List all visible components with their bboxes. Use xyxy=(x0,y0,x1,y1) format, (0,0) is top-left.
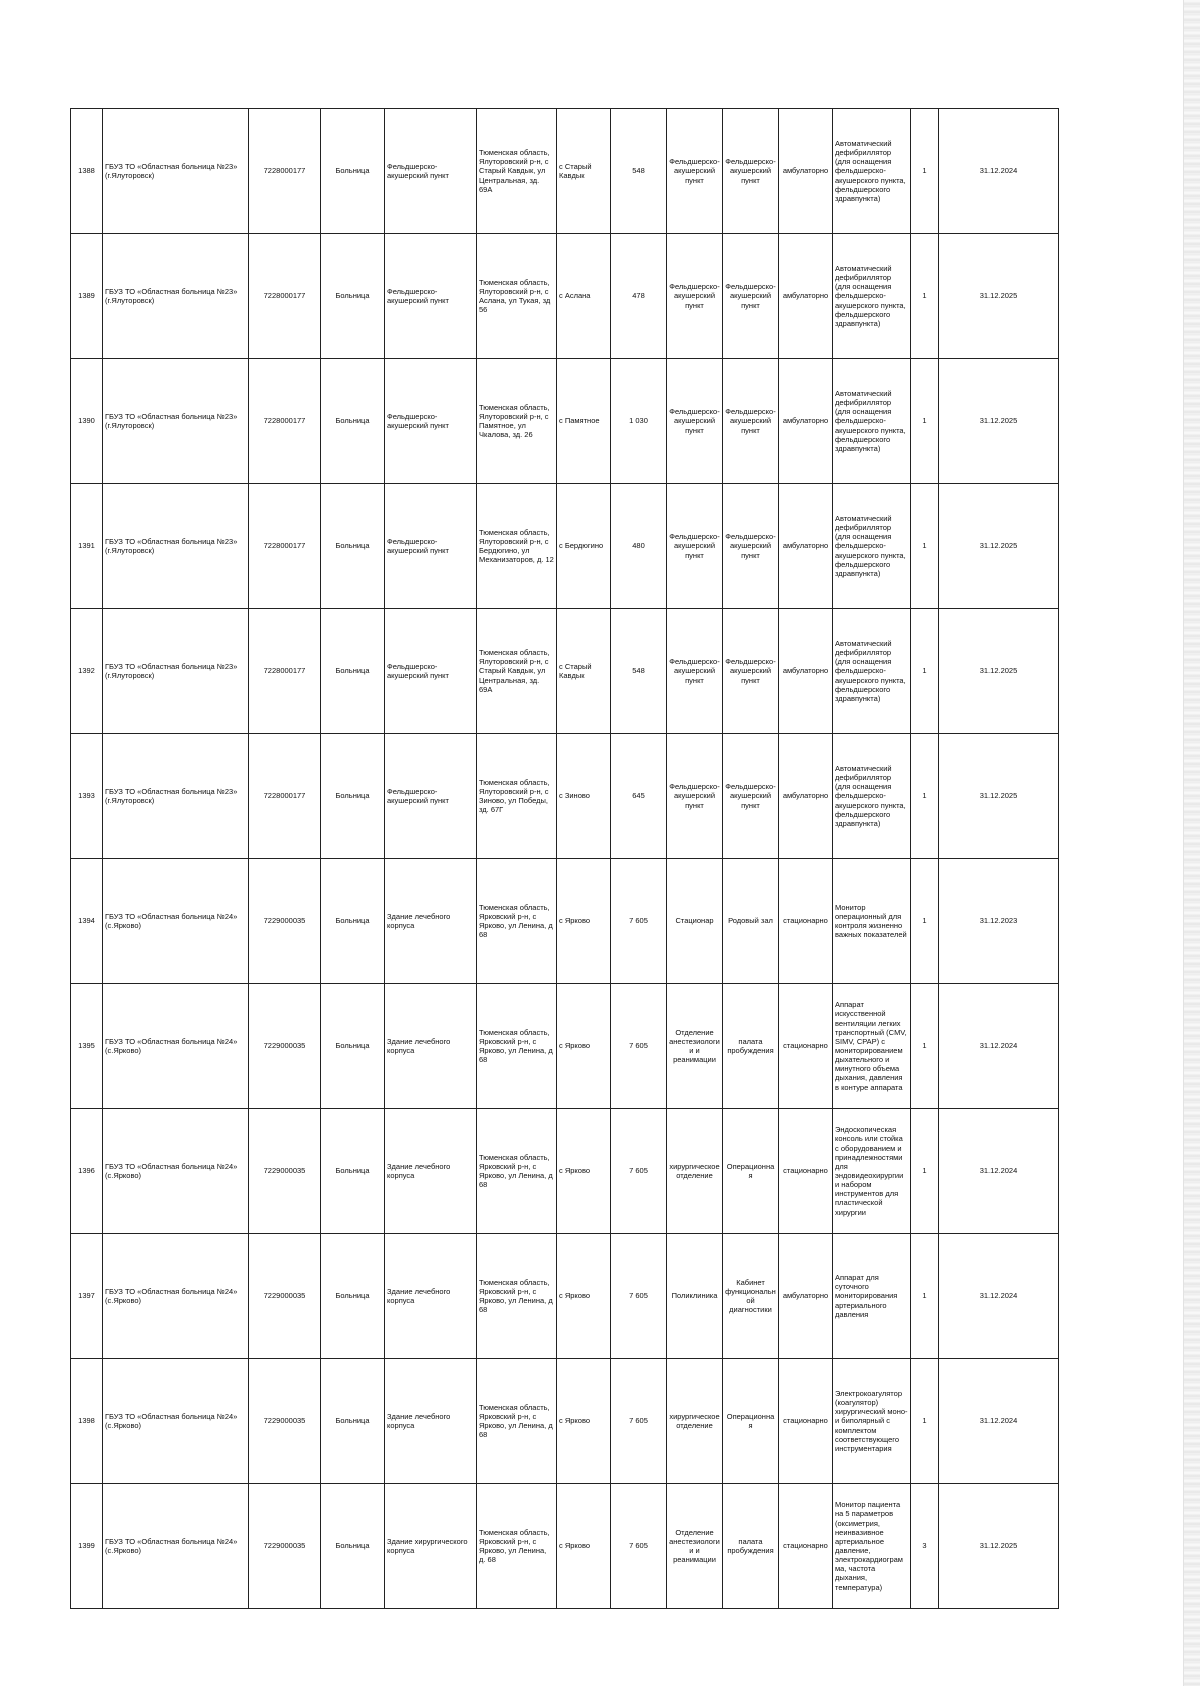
address: Тюменская область, Ялуторовский р-н, с Зиново, ул Победы, зд. 67Г xyxy=(477,734,557,859)
equipment-name: Эндоскопическая консоль или стойка с оборудованием и принадлежностями для эндовидеохирургии и набором инструментов для пластической хирургии xyxy=(833,1109,911,1234)
facility-type: Больница xyxy=(321,1109,385,1234)
row-number: 1393 xyxy=(71,734,103,859)
due-date: 31.12.2025 xyxy=(939,234,1059,359)
inn-code: 7228000177 xyxy=(249,234,321,359)
organization-name: ГБУЗ ТО «Областная больница №24» (с.Ярково) xyxy=(103,1484,249,1609)
due-date: 31.12.2024 xyxy=(939,109,1059,234)
building-name: Фельдшерско-акушерский пункт xyxy=(385,109,477,234)
due-date: 31.12.2025 xyxy=(939,1484,1059,1609)
row-number: 1391 xyxy=(71,484,103,609)
building-name: Здание лечебного корпуса xyxy=(385,984,477,1109)
address: Тюменская область, Ярковский р-н, с Ярково, ул Ленина, д 68 xyxy=(477,1234,557,1359)
facility-type: Больница xyxy=(321,1359,385,1484)
row-number: 1395 xyxy=(71,984,103,1109)
settlement: с Старый Кавдык xyxy=(557,609,611,734)
care-mode: стационарно xyxy=(779,1109,833,1234)
organization-name: ГБУЗ ТО «Областная больница №23» (г.Ялуторовск) xyxy=(103,109,249,234)
settlement: с Памятное xyxy=(557,359,611,484)
row-number: 1390 xyxy=(71,359,103,484)
table-row xyxy=(71,359,1059,484)
address: Тюменская область, Ялуторовский р-н, с Старый Кавдык, ул Центральная, зд. 69А xyxy=(477,609,557,734)
equipment-name: Автоматический дефибриллятор (для оснащения фельдшерско-акушерского пункта, фельдшерского здравпункта) xyxy=(833,109,911,234)
organization-name: ГБУЗ ТО «Областная больница №24» (с.Ярково) xyxy=(103,1109,249,1234)
inn-code: 7229000035 xyxy=(249,859,321,984)
address: Тюменская область, Ялуторовский р-н, с Бердюгино, ул Механизаторов, д. 12 xyxy=(477,484,557,609)
address: Тюменская область, Ялуторовский р-н, с Аслана, ул Тукая, зд 56 xyxy=(477,234,557,359)
care-mode: амбулаторно xyxy=(779,609,833,734)
quantity: 1 xyxy=(911,859,939,984)
care-mode: стационарно xyxy=(779,859,833,984)
settlement: с Ярково xyxy=(557,1109,611,1234)
room: Фельдшерско-акушерский пункт xyxy=(723,484,779,609)
quantity: 1 xyxy=(911,484,939,609)
quantity: 1 xyxy=(911,609,939,734)
facility-type: Больница xyxy=(321,234,385,359)
population: 478 xyxy=(611,234,667,359)
table-row xyxy=(71,234,1059,359)
care-mode: стационарно xyxy=(779,1484,833,1609)
division: хирургическое отделение xyxy=(667,1359,723,1484)
building-name: Фельдшерско-акушерский пункт xyxy=(385,734,477,859)
division: Отделение анестезиологии и реанимации xyxy=(667,984,723,1109)
settlement: с Старый Кавдык xyxy=(557,109,611,234)
division: хирургическое отделение xyxy=(667,1109,723,1234)
quantity: 1 xyxy=(911,1359,939,1484)
room: Фельдшерско-акушерский пункт xyxy=(723,609,779,734)
inn-code: 7228000177 xyxy=(249,109,321,234)
room: Операционная xyxy=(723,1109,779,1234)
table-row xyxy=(71,1234,1059,1359)
due-date: 31.12.2025 xyxy=(939,609,1059,734)
scan-edge-strip xyxy=(1183,0,1200,1686)
due-date: 31.12.2024 xyxy=(939,1359,1059,1484)
equipment-name: Аппарат искусственной вентиляции легких транспортный (CMV, SIMV, CPAP) с мониторированием дыхательного и минутного объема дыхания, давления в контуре аппарата xyxy=(833,984,911,1109)
inn-code: 7228000177 xyxy=(249,359,321,484)
equipment-name: Монитор операционный для контроля жизненно важных показателей xyxy=(833,859,911,984)
equipment-name: Автоматический дефибриллятор (для оснащения фельдшерско-акушерского пункта, фельдшерского здравпункта) xyxy=(833,234,911,359)
equipment-name: Аппарат для суточного мониторирования артериального давления xyxy=(833,1234,911,1359)
population: 7 605 xyxy=(611,1359,667,1484)
facility-type: Больница xyxy=(321,859,385,984)
building-name: Фельдшерско-акушерский пункт xyxy=(385,484,477,609)
equipment-registry-table xyxy=(70,108,1059,1609)
quantity: 1 xyxy=(911,234,939,359)
settlement: с Зиново xyxy=(557,734,611,859)
division: Стационар xyxy=(667,859,723,984)
equipment-name: Автоматический дефибриллятор (для оснащения фельдшерско-акушерского пункта, фельдшерского здравпункта) xyxy=(833,734,911,859)
address: Тюменская область, Ярковский р-н, с Ярково, ул Ленина, д 68 xyxy=(477,1359,557,1484)
room: Фельдшерско-акушерский пункт xyxy=(723,234,779,359)
quantity: 3 xyxy=(911,1484,939,1609)
quantity: 1 xyxy=(911,984,939,1109)
facility-type: Больница xyxy=(321,109,385,234)
room: палата пробуждения xyxy=(723,984,779,1109)
population: 7 605 xyxy=(611,1484,667,1609)
room: Фельдшерско-акушерский пункт xyxy=(723,734,779,859)
table-row xyxy=(71,1484,1059,1609)
due-date: 31.12.2024 xyxy=(939,984,1059,1109)
care-mode: стационарно xyxy=(779,984,833,1109)
address: Тюменская область, Ялуторовский р-н, с Памятное, ул Чкалова, зд. 26 xyxy=(477,359,557,484)
document-sheet xyxy=(70,108,1058,1609)
due-date: 31.12.2023 xyxy=(939,859,1059,984)
settlement: с Ярково xyxy=(557,859,611,984)
building-name: Здание лечебного корпуса xyxy=(385,859,477,984)
quantity: 1 xyxy=(911,1234,939,1359)
facility-type: Больница xyxy=(321,484,385,609)
room: Операционная xyxy=(723,1359,779,1484)
table-row xyxy=(71,484,1059,609)
address: Тюменская область, Ярковский р-н, с Ярково, ул Ленина, д 68 xyxy=(477,859,557,984)
equipment-name: Автоматический дефибриллятор (для оснащения фельдшерско-акушерского пункта, фельдшерского здравпункта) xyxy=(833,359,911,484)
division: Поликлиника xyxy=(667,1234,723,1359)
population: 7 605 xyxy=(611,1109,667,1234)
due-date: 31.12.2025 xyxy=(939,484,1059,609)
building-name: Фельдшерско-акушерский пункт xyxy=(385,234,477,359)
room: Родовый зал xyxy=(723,859,779,984)
population: 7 605 xyxy=(611,984,667,1109)
organization-name: ГБУЗ ТО «Областная больница №24» (с.Ярково) xyxy=(103,1234,249,1359)
population: 548 xyxy=(611,609,667,734)
population: 480 xyxy=(611,484,667,609)
care-mode: амбулаторно xyxy=(779,359,833,484)
room: палата пробуждения xyxy=(723,1484,779,1609)
row-number: 1389 xyxy=(71,234,103,359)
table-row xyxy=(71,734,1059,859)
care-mode: амбулаторно xyxy=(779,1234,833,1359)
building-name: Здание лечебного корпуса xyxy=(385,1234,477,1359)
building-name: Фельдшерско-акушерский пункт xyxy=(385,609,477,734)
division: Фельдшерско-акушерский пункт xyxy=(667,359,723,484)
care-mode: амбулаторно xyxy=(779,484,833,609)
organization-name: ГБУЗ ТО «Областная больница №24» (с.Ярково) xyxy=(103,859,249,984)
facility-type: Больница xyxy=(321,609,385,734)
settlement: с Ярково xyxy=(557,1359,611,1484)
row-number: 1397 xyxy=(71,1234,103,1359)
row-number: 1388 xyxy=(71,109,103,234)
quantity: 1 xyxy=(911,109,939,234)
settlement: с Ярково xyxy=(557,984,611,1109)
table-row xyxy=(71,859,1059,984)
facility-type: Больница xyxy=(321,1484,385,1609)
division: Фельдшерско-акушерский пункт xyxy=(667,734,723,859)
organization-name: ГБУЗ ТО «Областная больница №24» (с.Ярково) xyxy=(103,1359,249,1484)
building-name: Здание лечебного корпуса xyxy=(385,1109,477,1234)
inn-code: 7228000177 xyxy=(249,609,321,734)
population: 7 605 xyxy=(611,1234,667,1359)
inn-code: 7229000035 xyxy=(249,984,321,1109)
organization-name: ГБУЗ ТО «Областная больница №23» (г.Ялуторовск) xyxy=(103,734,249,859)
quantity: 1 xyxy=(911,1109,939,1234)
division: Фельдшерско-акушерский пункт xyxy=(667,484,723,609)
division: Фельдшерско-акушерский пункт xyxy=(667,234,723,359)
due-date: 31.12.2024 xyxy=(939,1234,1059,1359)
building-name: Фельдшерско-акушерский пункт xyxy=(385,359,477,484)
settlement: с Ярково xyxy=(557,1234,611,1359)
equipment-name: Автоматический дефибриллятор (для оснащения фельдшерско-акушерского пункта, фельдшерского здравпункта) xyxy=(833,609,911,734)
table-row xyxy=(71,609,1059,734)
organization-name: ГБУЗ ТО «Областная больница №23» (г.Ялуторовск) xyxy=(103,484,249,609)
due-date: 31.12.2024 xyxy=(939,1109,1059,1234)
inn-code: 7229000035 xyxy=(249,1484,321,1609)
care-mode: амбулаторно xyxy=(779,734,833,859)
facility-type: Больница xyxy=(321,359,385,484)
organization-name: ГБУЗ ТО «Областная больница №24» (с.Ярково) xyxy=(103,984,249,1109)
division: Фельдшерско-акушерский пункт xyxy=(667,109,723,234)
table-row xyxy=(71,984,1059,1109)
room: Кабинет функциональной диагностики xyxy=(723,1234,779,1359)
care-mode: амбулаторно xyxy=(779,109,833,234)
organization-name: ГБУЗ ТО «Областная больница №23» (г.Ялуторовск) xyxy=(103,359,249,484)
address: Тюменская область, Ярковский р-н, с Ярково, ул Ленина, д. 68 xyxy=(477,1484,557,1609)
settlement: с Бердюгино xyxy=(557,484,611,609)
row-number: 1398 xyxy=(71,1359,103,1484)
population: 7 605 xyxy=(611,859,667,984)
care-mode: стационарно xyxy=(779,1359,833,1484)
division: Отделение анестезиологии и реанимации xyxy=(667,1484,723,1609)
row-number: 1399 xyxy=(71,1484,103,1609)
population: 548 xyxy=(611,109,667,234)
organization-name: ГБУЗ ТО «Областная больница №23» (г.Ялуторовск) xyxy=(103,609,249,734)
quantity: 1 xyxy=(911,359,939,484)
address: Тюменская область, Ярковский р-н, с Ярково, ул Ленина, д 68 xyxy=(477,984,557,1109)
inn-code: 7229000035 xyxy=(249,1359,321,1484)
settlement: с Аслана xyxy=(557,234,611,359)
table-body xyxy=(71,109,1059,1609)
building-name: Здание хирургического корпуса xyxy=(385,1484,477,1609)
room: Фельдшерско-акушерский пункт xyxy=(723,359,779,484)
due-date: 31.12.2025 xyxy=(939,359,1059,484)
care-mode: амбулаторно xyxy=(779,234,833,359)
address: Тюменская область, Ялуторовский р-н, с Старый Кавдык, ул Центральная, зд. 69А xyxy=(477,109,557,234)
quantity: 1 xyxy=(911,734,939,859)
building-name: Здание лечебного корпуса xyxy=(385,1359,477,1484)
organization-name: ГБУЗ ТО «Областная больница №23» (г.Ялуторовск) xyxy=(103,234,249,359)
inn-code: 7229000035 xyxy=(249,1109,321,1234)
inn-code: 7229000035 xyxy=(249,1234,321,1359)
population: 645 xyxy=(611,734,667,859)
equipment-name: Электрокоагулятор (коагулятор) хирургический моно- и биполярный с комплектом соответствующего инструментария xyxy=(833,1359,911,1484)
row-number: 1396 xyxy=(71,1109,103,1234)
due-date: 31.12.2025 xyxy=(939,734,1059,859)
table-row xyxy=(71,109,1059,234)
equipment-name: Автоматический дефибриллятор (для оснащения фельдшерско-акушерского пункта, фельдшерского здравпункта) xyxy=(833,484,911,609)
inn-code: 7228000177 xyxy=(249,484,321,609)
table-row xyxy=(71,1109,1059,1234)
inn-code: 7228000177 xyxy=(249,734,321,859)
equipment-name: Монитор пациента на 5 параметров (оксиметрия, неинвазивное артериальное давление, электрокардиограмма, частота дыхания, температура) xyxy=(833,1484,911,1609)
settlement: с Ярково xyxy=(557,1484,611,1609)
facility-type: Больница xyxy=(321,984,385,1109)
address: Тюменская область, Ярковский р-н, с Ярково, ул Ленина, д 68 xyxy=(477,1109,557,1234)
row-number: 1392 xyxy=(71,609,103,734)
population: 1 030 xyxy=(611,359,667,484)
row-number: 1394 xyxy=(71,859,103,984)
room: Фельдшерско-акушерский пункт xyxy=(723,109,779,234)
facility-type: Больница xyxy=(321,1234,385,1359)
table-row xyxy=(71,1359,1059,1484)
facility-type: Больница xyxy=(321,734,385,859)
division: Фельдшерско-акушерский пункт xyxy=(667,609,723,734)
